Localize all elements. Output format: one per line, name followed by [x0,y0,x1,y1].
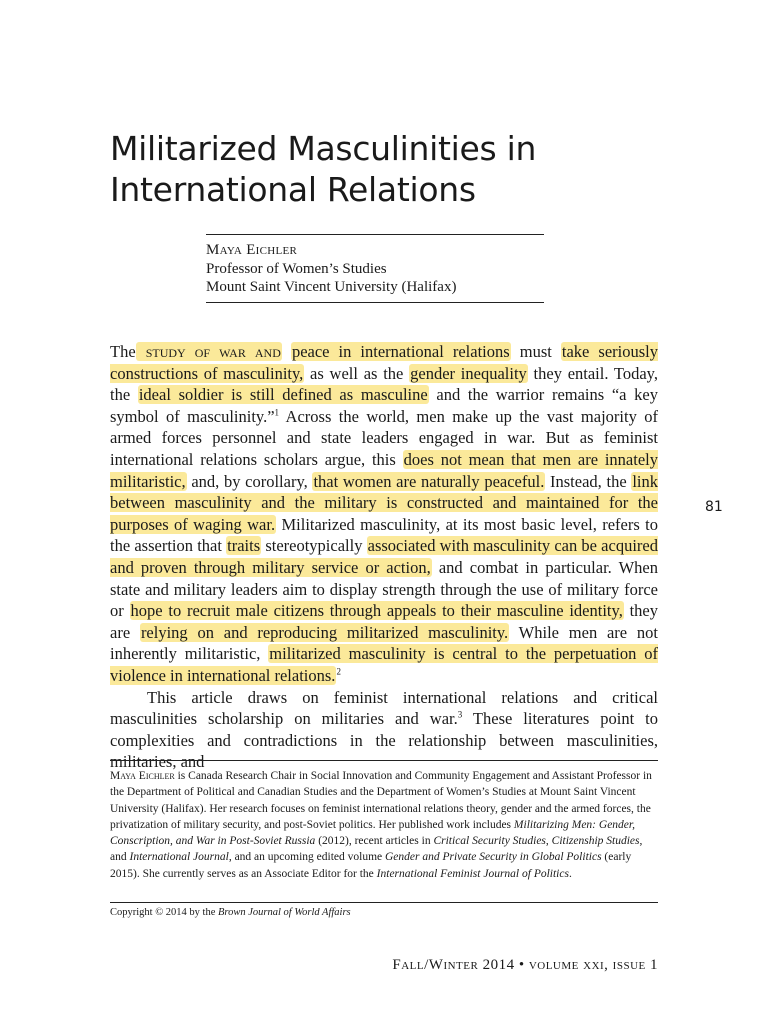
bio-text: (2012), recent articles in [315,835,434,848]
highlighted-text: traits [227,536,261,556]
paragraph-text: must [510,342,561,361]
paragraph-text: and, by corollary, [186,471,313,491]
highlighted-text: associated with masculinity can be acquired and proven through military service or action, [110,536,658,577]
highlighted-text: that women are naturally peaceful. [313,471,545,491]
copyright-journal: Brown Journal of World Affairs [218,907,351,918]
paragraph-text: and combat in particular. When state and military leaders aim to display strength through the use of military force or [110,557,658,621]
highlighted-text: study of war and [136,342,281,361]
paragraph-text: Across the world, men make up the vast majority of armed forces personnel and state leaders engaged in war. But as feminist international relations scholars argue, this [110,406,658,469]
paragraph-text: These literatures point to complexities and contradictions in the relationship between masculinities, militaries, and [110,709,658,772]
paragraph-text: and the warrior remains “a key symbol of masculinity.” [110,385,658,426]
bio-text: Gender and Private Security in Global Politics [385,851,602,864]
bio-text: Critical Security Studies [433,835,546,848]
copyright-divider [110,902,658,903]
footnote-divider [110,760,658,761]
author-block [206,234,544,303]
bio-text: International Journal [129,851,229,864]
paragraph-text: they are [110,601,659,642]
author-position: Professor of Women’s Studies [206,260,387,277]
author-bio-footnote [110,768,658,882]
footnote-marker: 3 [457,709,463,720]
page-number: 81 [705,499,723,515]
issue-line: Fall/Winter 2014 • volume xxi, issue 1 [392,957,658,973]
bio-text: International Feminist Journal of Politics [376,867,569,880]
body-paragraph-1 [110,341,658,687]
highlighted-text: hope to recruit male citizens through appeals to their masculine identity, [130,601,623,621]
article-body [110,341,658,773]
bio-text: , and an upcoming edited volume [228,851,385,864]
bio-text: , [545,835,552,848]
author-institution: Mount Saint Vincent University (Halifax) [206,279,457,295]
bio-text: Citizenship Studies [551,835,640,848]
footnote-marker: 1 [274,407,280,418]
bio-text: is Canada Research Chair in Social Innovation and Community Engagement and Assistant Professor in the Department of Political and Canadian Studies and the Department of Women’s Studies at Mount Saint Vincent University (Halifax). Her research focuses on feminist international relations theory, gender and the armed forces, the privatization of military security, and post-Soviet politics. Her published work includes [110,770,652,831]
paragraph-text: Militarized masculinity, at its most basic level, refers to the assertion that [110,514,658,556]
highlighted-text: relying on and reproducing militarized masculinity. [140,622,509,642]
highlighted-text: take seriously constructions of masculinity, [110,342,659,383]
bio-text: . [568,867,572,880]
paragraph-text [282,342,291,361]
copyright-notice [110,906,658,920]
author-name: Maya Eichler [206,242,298,258]
highlighted-text: peace in international relations [291,342,510,361]
bio-text: Militarizing Men: Gender, Conscription, and War in Post-Soviet Russia [110,818,635,848]
paragraph-text: The [110,342,136,361]
footnote-marker: 2 [336,666,341,677]
highlighted-text: link between masculinity and the military is constructed and maintained for the purposes of waging war. [110,471,659,534]
bio-text: , and [110,835,643,864]
paragraph-text: This article draws on feminist international relations and critical masculinities scholarship on militaries and war. [110,687,658,729]
copyright-prefix: Copyright © 2014 by the [110,907,219,918]
highlighted-text: ideal soldier is still defined as masculine [138,385,428,405]
paragraph-text: they entail. Today, the [110,363,658,405]
paragraph-text: While men are not inherently militaristic, [110,622,658,664]
highlighted-text: gender inequality [410,363,527,383]
paragraph-text: as well as the [304,363,410,383]
article-title: Militarized Masculinities in International Relations [110,129,537,209]
bio-text: (early 2015). She currently serves as an Associate Editor for the [110,851,632,880]
highlighted-text: does not mean that men are innately militaristic, [110,449,658,491]
paragraph-text: Instead, the [545,471,632,491]
bio-text: Maya Eichler [110,770,175,782]
highlighted-text: militarized masculinity is central to the perpetuation of violence in international relations. [110,644,658,685]
paragraph-text: stereotypically [261,536,367,556]
